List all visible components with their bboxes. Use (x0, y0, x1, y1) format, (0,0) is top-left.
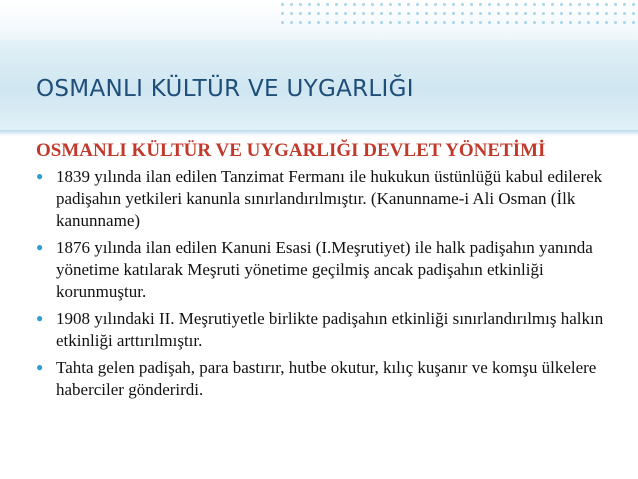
bullet-item (36, 308, 616, 352)
dot-pattern (278, 0, 638, 30)
bullet-text: 1908 yılındaki II. Meşrutiyetle birlikte padişahın etkinliği sınırlandırılmış halkın etkinliği arttırılmıştır. (56, 309, 604, 350)
section-heading: OSMANLI KÜLTÜR VE UYGARLIĞI DEVLET YÖNETİMİ (36, 140, 546, 161)
bullet-text: 1876 yılında ilan edilen Kanuni Esasi (I.Meşrutiyet) ile halk padişahın yanında yönetime katılarak Meşruti yönetime geçilmiş ancak padişahın etkinliği korunmuştur. (56, 238, 593, 301)
circle-bullet-icon: ● (36, 240, 44, 254)
title-divider (0, 130, 638, 136)
circle-bullet-icon: ● (36, 169, 44, 183)
circle-bullet-icon: ● (36, 311, 44, 325)
bullet-list (36, 166, 616, 401)
bullet-item (36, 357, 616, 401)
circle-bullet-icon: ● (36, 360, 44, 374)
top-decoration-band (0, 0, 638, 40)
bullet-text: 1839 yılında ilan edilen Tanzimat Fermanı ile hukukun üstünlüğü kabul edilerek padişahın yetkileri kanunla sınırlandırılmıştır. (Kanunname-i Ali Osman (İlk kanunname) (56, 167, 603, 230)
bullet-item (36, 237, 616, 303)
bullet-text: Tahta gelen padişah, para bastırır, hutbe okutur, kılıç kuşanır ve komşu ülkelere haberciler gönderirdi. (56, 358, 597, 399)
bullet-item (36, 166, 616, 232)
slide-title: OSMANLI KÜLTÜR VE UYGARLIĞI (36, 76, 414, 102)
slide-content (36, 140, 616, 406)
